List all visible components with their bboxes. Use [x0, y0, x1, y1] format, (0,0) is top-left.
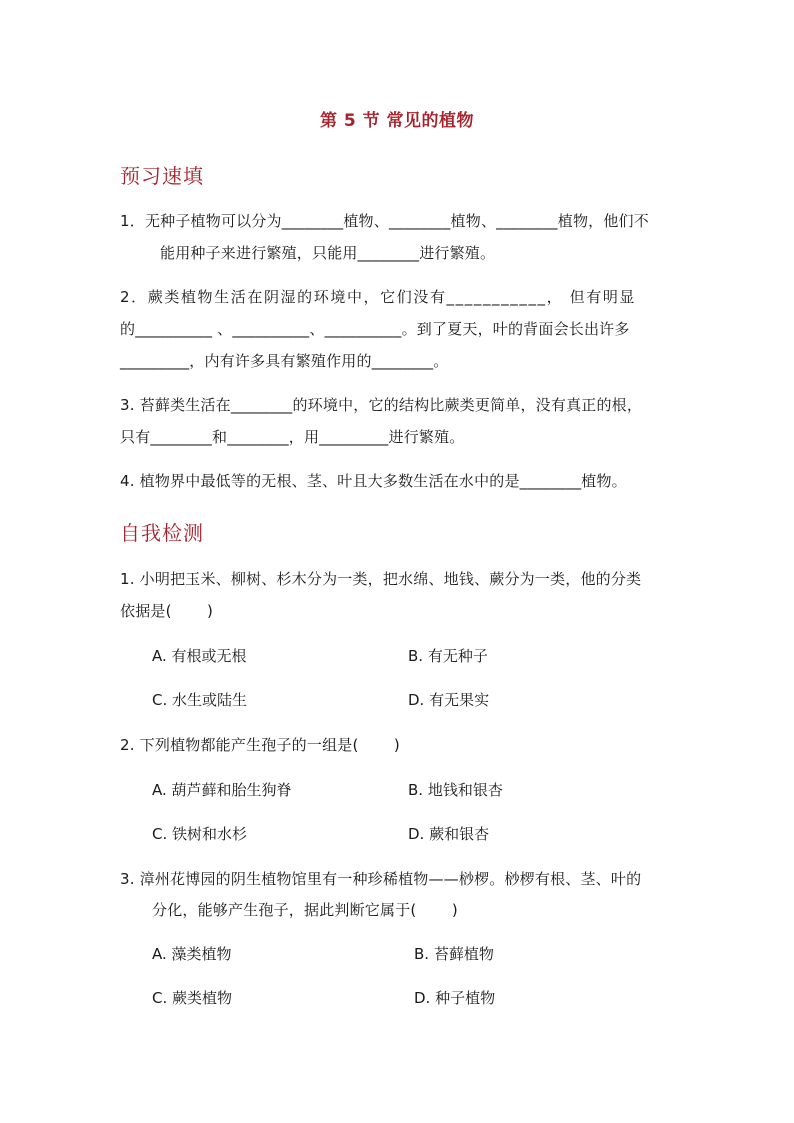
selftest-q1-line1: 1. 小明把玉米、柳树、杉木分为一类，把水绵、地钱、蕨分为一类，他的分类: [120, 570, 642, 588]
selftest-q1-option-c: C. 水生或陆生: [152, 691, 248, 709]
selftest-q2-option-a: A. 葫芦藓和胎生狗脊: [152, 781, 292, 799]
selftest-q3-option-b: B. 苔藓植物: [414, 945, 494, 963]
selftest-q3-option-c: C. 蕨类植物: [152, 989, 233, 1007]
section-heading-preview: 预习速填: [120, 164, 204, 188]
preview-q1-line1: 1．无种子植物可以分为________植物、________植物、________植物，他们不: [120, 212, 649, 230]
selftest-q3-option-d: D. 种子植物: [414, 989, 496, 1007]
selftest-q2-option-c: C. 铁树和水杉: [152, 825, 248, 843]
preview-q3-line1: 3. 苔藓类生活在________的环境中，它的结构比蕨类更简单，没有真正的根，: [120, 396, 643, 414]
preview-q4-line1: 4. 植物界中最低等的无根、茎、叶且大多数生活在水中的是________植物。: [120, 472, 627, 490]
selftest-q2-option-d: D. 蕨和银杏: [408, 825, 490, 843]
selftest-q1-line2: 依据是( ): [120, 602, 214, 620]
selftest-q1-option-a: A. 有根或无根: [152, 647, 247, 665]
selftest-q1-option-d: D. 有无果实: [408, 691, 490, 709]
selftest-q1-option-b: B. 有无种子: [408, 647, 488, 665]
selftest-q3-line2: 分化，能够产生孢子，据此判断它属于( ): [152, 901, 458, 919]
preview-q1-line2: 能用种子来进行繁殖，只能用________进行繁殖。: [160, 244, 496, 262]
selftest-q2-line1: 2. 下列植物都能产生孢子的一组是( ): [120, 736, 400, 754]
section-heading-selftest: 自我检测: [120, 521, 204, 545]
selftest-q3-line1: 3. 漳州花博园的阴生植物馆里有一种珍稀植物——桫椤。桫椤有根、茎、叶的: [120, 870, 642, 888]
preview-q2-line2: 的__________ 、__________、__________。到了夏天，叶的背面会长出许多: [120, 320, 630, 338]
preview-q2-line3: _________，内有许多具有繁殖作用的________。: [120, 352, 449, 370]
preview-q3-line2: 只有________和________，用_________进行繁殖。: [120, 428, 465, 446]
page-title: 第 5 节 常见的植物: [319, 111, 475, 131]
preview-q2-line1: 2．蕨类植物生活在阴湿的环境中，它们没有___________， 但有明显: [120, 288, 637, 306]
selftest-q2-option-b: B. 地钱和银杏: [408, 781, 503, 799]
selftest-q3-option-a: A. 藻类植物: [152, 945, 232, 963]
